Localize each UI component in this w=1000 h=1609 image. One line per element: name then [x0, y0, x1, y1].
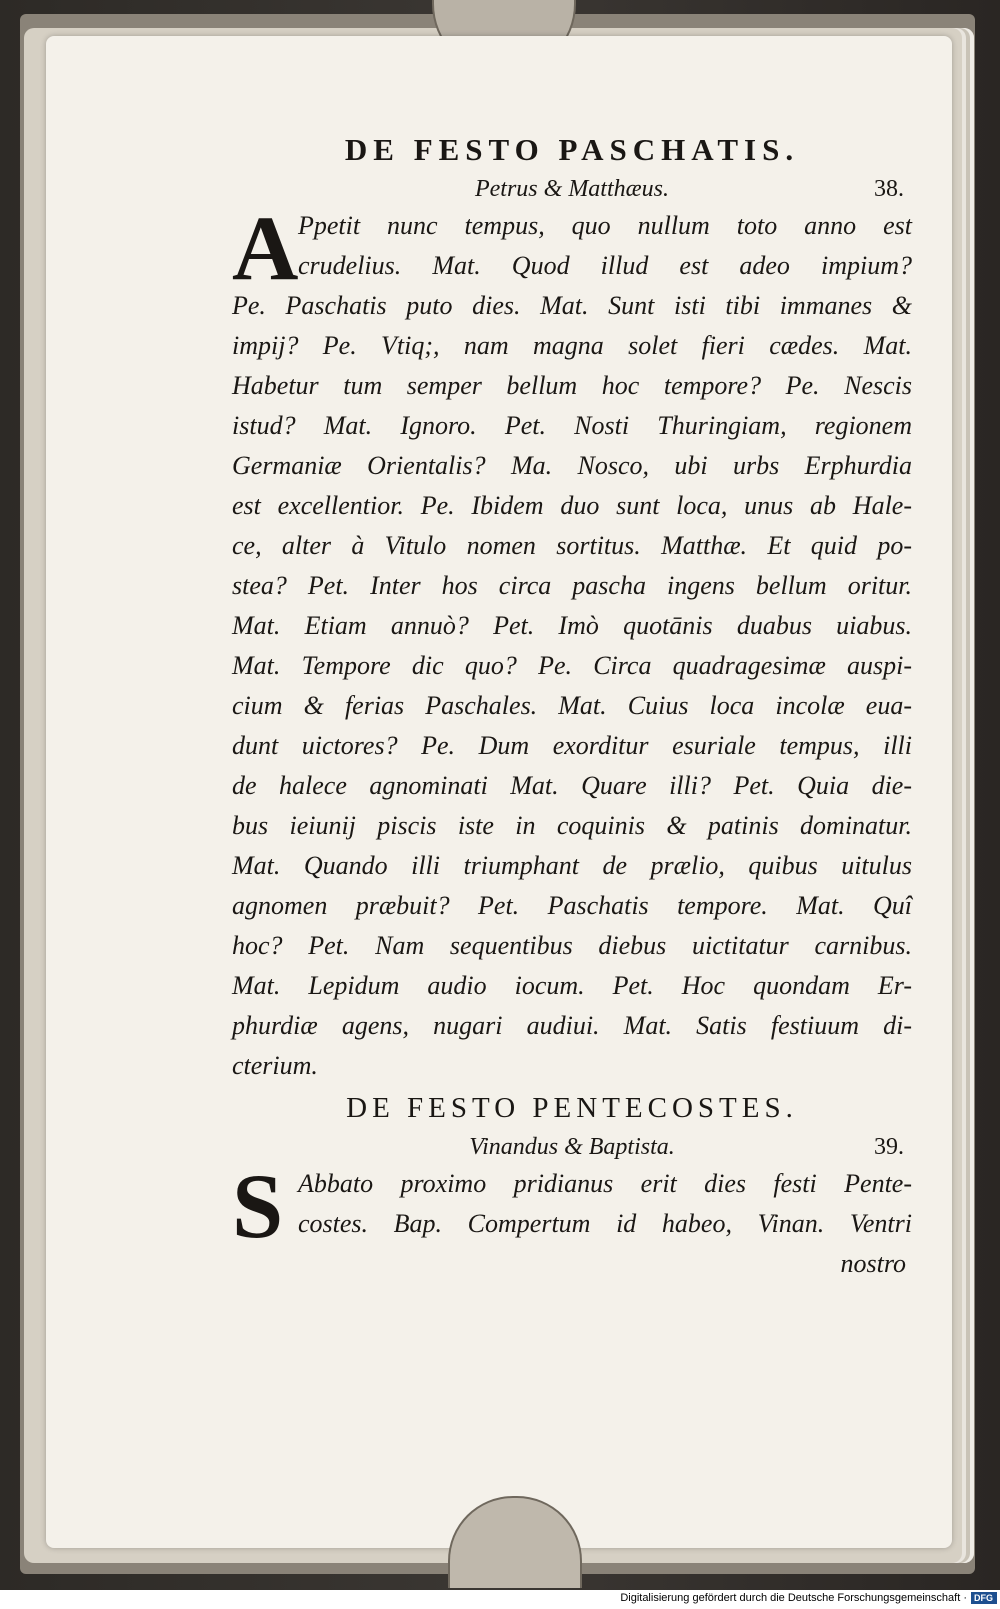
catchword: nostro — [840, 1249, 906, 1278]
text-line: Mat. Etiam annuò? Pet. Imò quotānis duabus uiabus. — [232, 611, 912, 640]
text-line: impij? Pe. Vtiq;, nam magna solet fieri cædes. Mat. — [232, 331, 912, 360]
drop-capital: A — [232, 197, 299, 299]
digitization-credit — [0, 1592, 1000, 1609]
text-line: ce, alter à Vitulo nomen sortitus. Matthæ. Et quid po- — [232, 531, 912, 560]
text-line: de halece agnominati Mat. Quare illi? Pet. Quia die- — [232, 771, 912, 800]
credit-text: Digitalisierung gefördert durch die Deutsche Forschungsgemeinschaft · — [620, 1592, 967, 1604]
text-line: phurdiæ agens, nugari audiui. Mat. Satis festiuum di- — [232, 1011, 912, 1040]
text-line: cterium. — [232, 1051, 318, 1080]
folio-number: 38. — [874, 176, 904, 202]
speakers-line-2 — [232, 1130, 912, 1164]
text-line: bus ieiunij piscis iste in coquinis & patinis dominatur. — [232, 811, 912, 840]
text-line: est excellentior. Pe. Ibidem duo sunt loca, unus ab Hale- — [232, 491, 912, 520]
text-line: Pe. Paschatis puto dies. Mat. Sunt isti tibi immanes & — [232, 291, 912, 320]
dfg-logo: DFG — [971, 1592, 997, 1604]
text-line: Ppetit nunc tempus, quo nullum toto anno est — [298, 211, 912, 240]
folio-number-2: 39. — [874, 1134, 904, 1160]
speakers-line — [232, 172, 912, 206]
text-line: hoc? Pet. Nam sequentibus diebus uictitatur carnibus. — [232, 931, 912, 960]
dialogue-paragraph-2 — [232, 1155, 912, 1257]
speakers-2: Vinandus & Baptista. — [469, 1134, 675, 1160]
text-line: stea? Pet. Inter hos circa pascha ingens bellum oritur. — [232, 571, 912, 600]
text-line: istud? Mat. Ignoro. Pet. Nosti Thuringiam, regionem — [232, 411, 912, 440]
section-heading: DE FESTO PASCHATIS. — [344, 132, 800, 167]
drop-capital-2: S — [232, 1155, 284, 1257]
text-line: costes. Bap. Compertum id habeo, Vinan. Ventri — [298, 1209, 912, 1238]
text-line: agnomen præbuit? Pet. Paschatis tempore. Mat. Quî — [232, 891, 912, 920]
text-line: Abbato proximo pridianus erit dies festi Pente- — [298, 1169, 912, 1198]
dialogue-paragraph — [232, 197, 912, 1086]
text-block — [232, 128, 912, 1284]
text-line: Mat. Tempore dic quo? Pe. Circa quadragesimæ auspi- — [232, 651, 912, 680]
speakers: Petrus & Matthæus. — [474, 176, 669, 202]
text-line: dunt uictores? Pe. Dum exorditur esuriale tempus, illi — [232, 731, 912, 760]
text-line: Habetur tum semper bellum hoc tempore? Pe. Nescis — [232, 371, 912, 400]
text-line: Germaniæ Orientalis? Ma. Nosco, ubi urbs Erphurdia — [232, 451, 912, 480]
text-line: Mat. Lepidum audio iocum. Pet. Hoc quondam Er- — [232, 971, 912, 1000]
text-line: cium & ferias Paschales. Mat. Cuius loca incolæ eua- — [232, 691, 912, 720]
text-line: crudelius. Mat. Quod illud est adeo impium? — [298, 251, 912, 280]
section-heading-2: DE FESTO PENTECOSTES. — [346, 1092, 798, 1124]
text-line: Mat. Quando illi triumphant de prælio, quibus uitulus — [232, 851, 912, 880]
